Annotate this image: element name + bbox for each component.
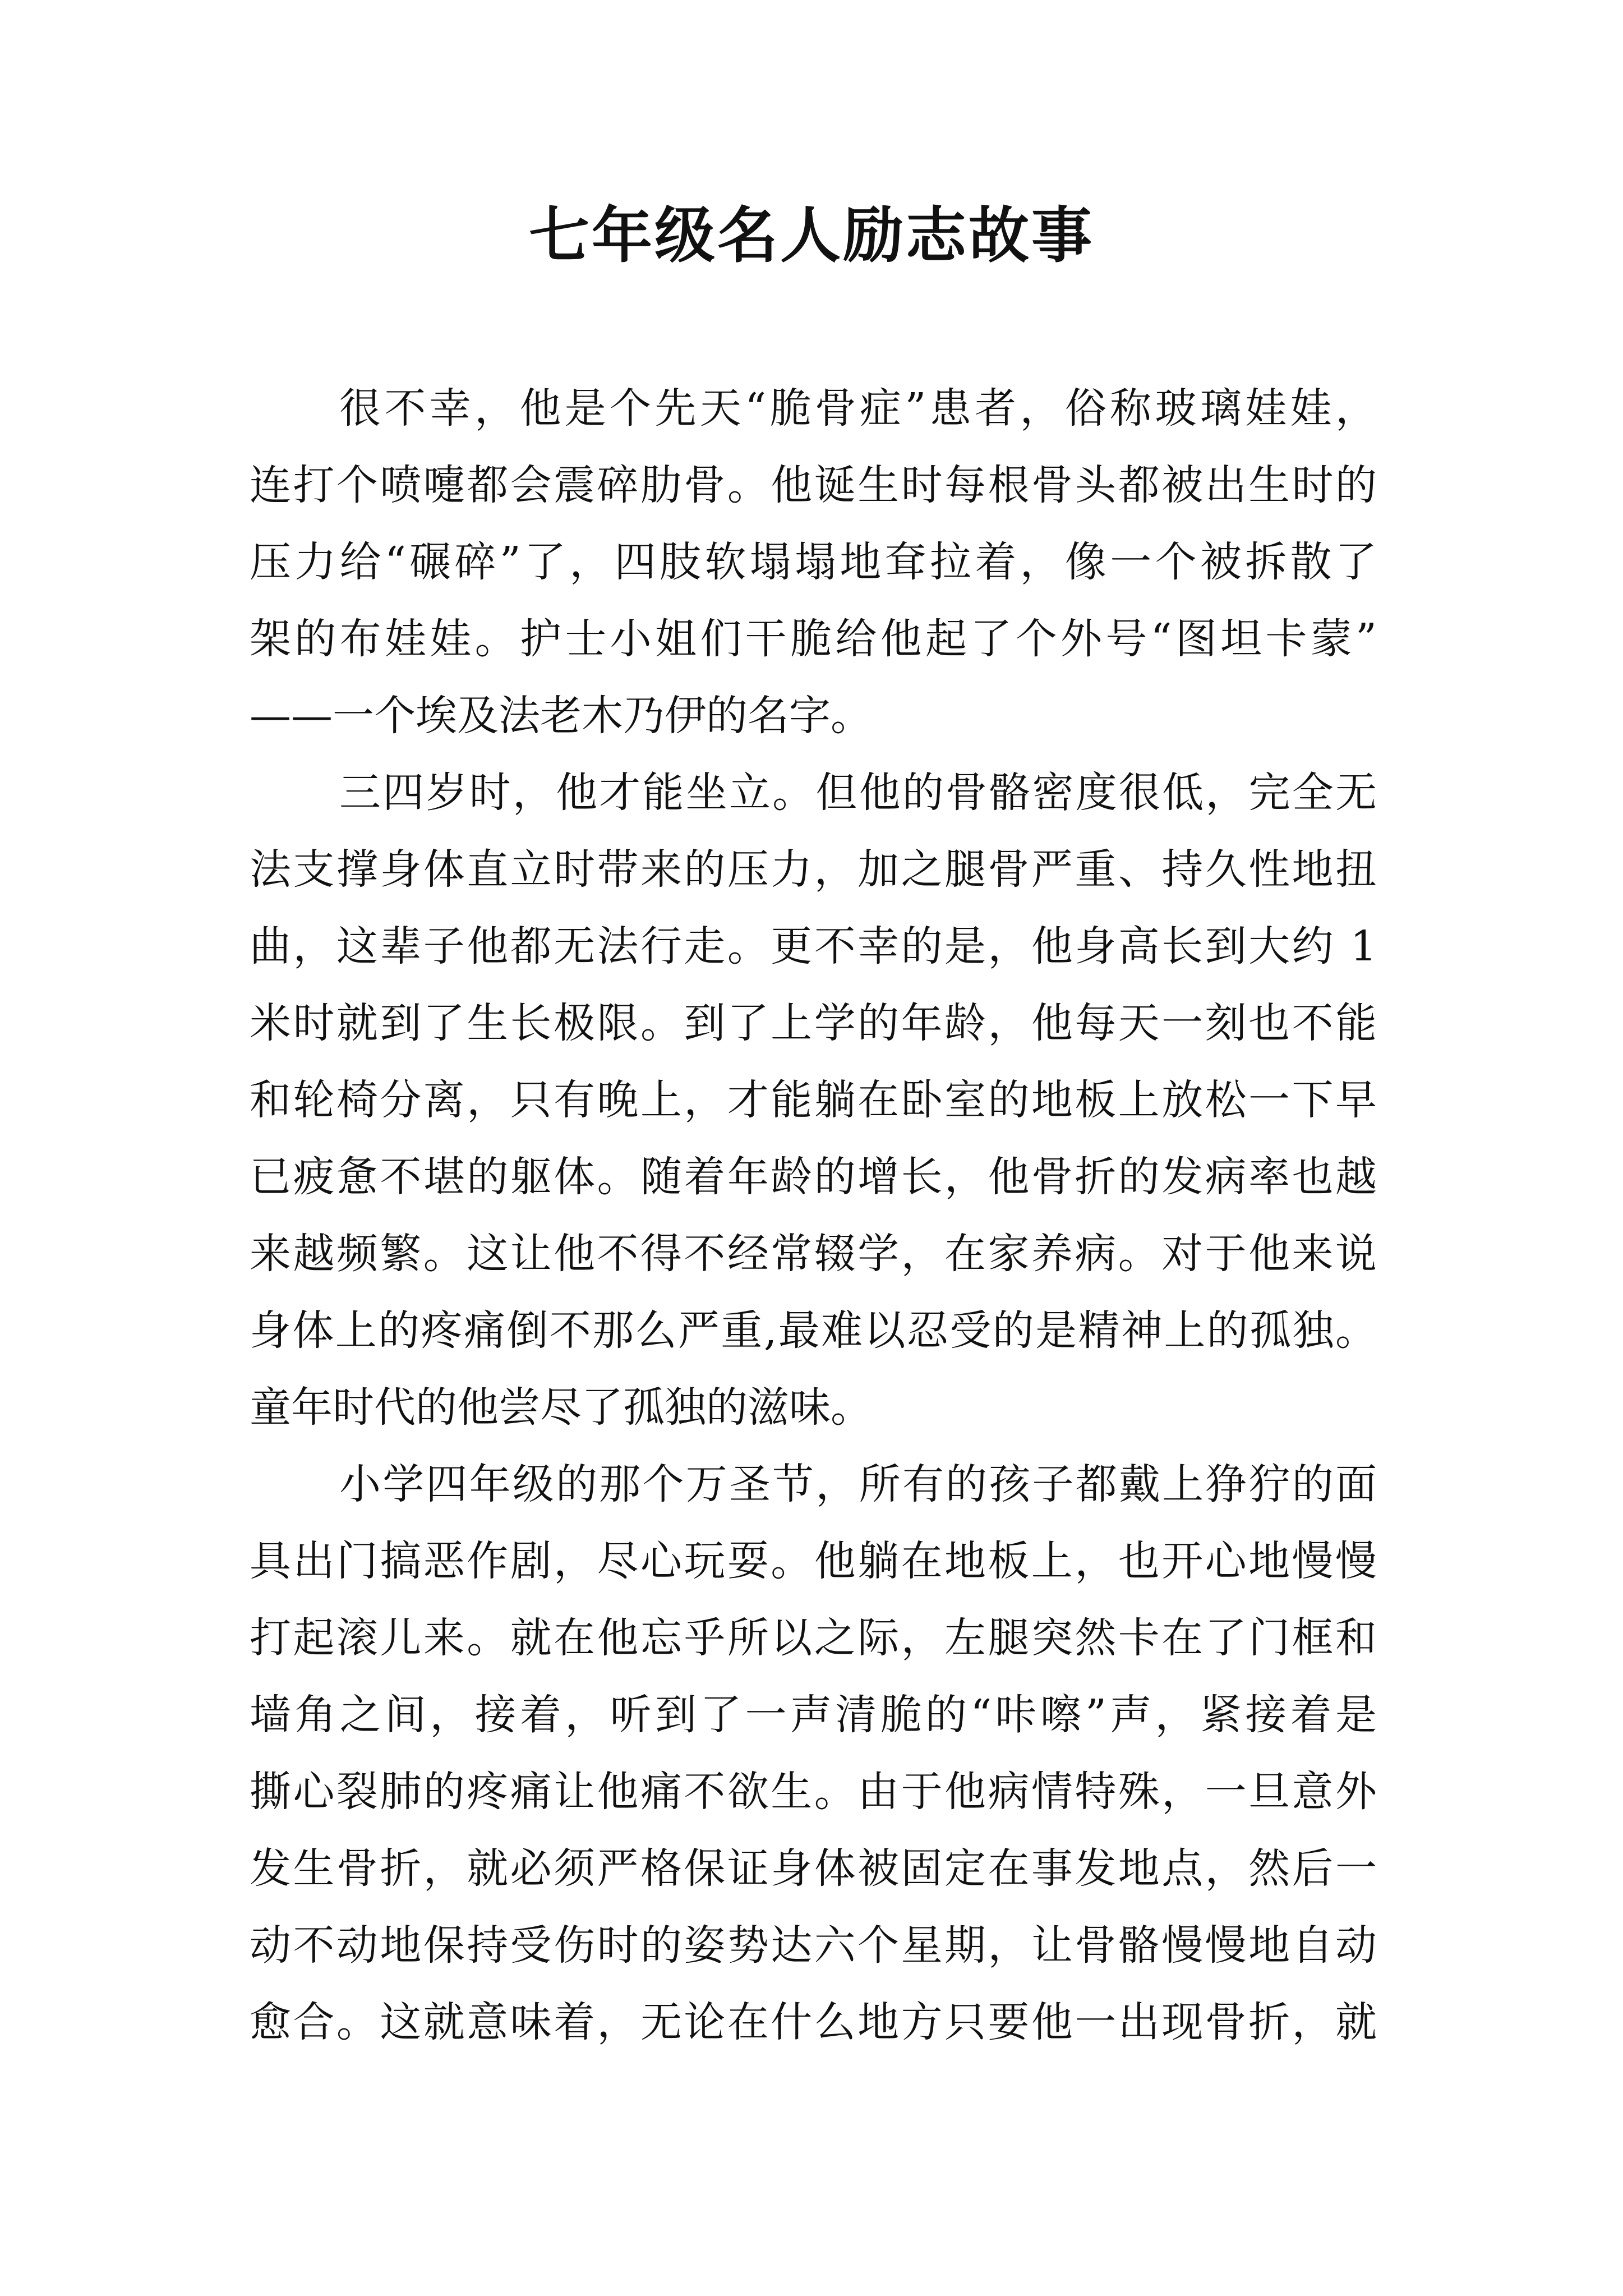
- text-line: 愈合。这就意味着，无论在什么地方只要他一出现骨折，就: [250, 1998, 1377, 2046]
- text-line: 架的布娃娃。护士小姐们干脆给他起了个外号“图坦卡蒙”: [250, 615, 1377, 663]
- text-line: 动不动地保持受伤时的姿势达六个星期，让骨骼慢慢地自动: [250, 1921, 1377, 1970]
- text-line: ——一个埃及法老木乃伊的名字。: [250, 692, 872, 740]
- document-body: [250, 370, 1377, 2061]
- text-line: 身体上的疼痛倒不那么严重,最难以忍受的是精神上的孤独。: [250, 1306, 1377, 1355]
- text-line: 发生骨折，就必须严格保证身体被固定在事发地点，然后一: [250, 1844, 1377, 1893]
- text-line: 和轮椅分离，只有晚上，才能躺在卧室的地板上放松一下早: [250, 1076, 1377, 1124]
- text-line: 童年时代的他尝尽了孤独的滋味。: [250, 1383, 872, 1432]
- text-line: 墙角之间，接着，听到了一声清脆的“咔嚓”声，紧接着是: [250, 1691, 1377, 1739]
- text-line: 来越频繁。这让他不得不经常辍学，在家养病。对于他来说: [250, 1230, 1377, 1278]
- text-line: 米时就到了生长极限。到了上学的年龄，他每天一刻也不能: [250, 999, 1377, 1047]
- text-line: 已疲惫不堪的躯体。随着年龄的增长，他骨折的发病率也越: [250, 1153, 1377, 1201]
- text-line: 压力给“碾碎”了，四肢软塌塌地耷拉着，像一个被拆散了: [250, 538, 1377, 586]
- text-line: 连打个喷嚏都会震碎肋骨。他诞生时每根骨头都被出生时的: [250, 461, 1377, 509]
- text-line: 曲，这辈子他都无法行走。更不幸的是，他身高长到大约 1: [250, 922, 1377, 970]
- document-title: 七年级名人励志故事: [528, 200, 1094, 271]
- text-line: 三四岁时，他才能坐立。但他的骨骼密度很低，完全无: [339, 769, 1377, 817]
- text-line: 打起滚儿来。就在他忘乎所以之际，左腿突然卡在了门框和: [250, 1614, 1377, 1662]
- text-line: 具出门搞恶作剧，尽心玩耍。他躺在地板上，也开心地慢慢: [250, 1537, 1377, 1585]
- text-line: 小学四年级的那个万圣节，所有的孩子都戴上狰狞的面: [339, 1460, 1377, 1508]
- text-line: 很不幸，他是个先天“脆骨症”患者，俗称玻璃娃娃，: [339, 384, 1377, 432]
- text-line: 撕心裂肺的疼痛让他痛不欲生。由于他病情特殊，一旦意外: [250, 1768, 1377, 1816]
- text-line: 法支撑身体直立时带来的压力，加之腿骨严重、持久性地扭: [250, 845, 1377, 894]
